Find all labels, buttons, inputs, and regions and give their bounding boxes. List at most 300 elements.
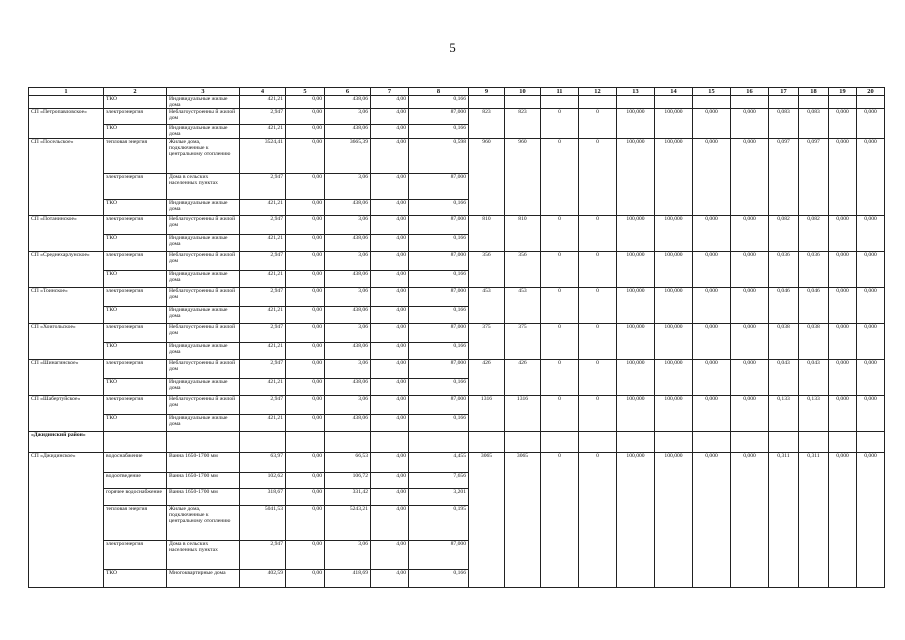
table-cell: 4,00 — [371, 109, 409, 125]
table-row — [29, 96, 885, 109]
table-cell: 0 — [579, 287, 617, 323]
table-cell: 0,000 — [829, 359, 857, 395]
table-cell: 0 — [541, 323, 579, 359]
table-cell — [617, 431, 655, 452]
table-cell: 0,000 — [731, 323, 769, 359]
table-cell: 0,043 — [769, 359, 799, 395]
table-cell: 4,00 — [371, 199, 409, 215]
table-cell: 0,166 — [409, 378, 469, 395]
table-cell: 4,00 — [371, 306, 409, 323]
table-cell — [505, 96, 541, 109]
table-cell: 0,00 — [286, 540, 325, 569]
table-cell: 0,000 — [857, 138, 885, 215]
table-cell: 106,72 — [325, 472, 371, 488]
table-cell: 100,000 — [655, 452, 693, 587]
table-cell: 4,00 — [371, 488, 409, 505]
column-header: 14 — [655, 88, 693, 96]
table-cell — [541, 431, 579, 452]
table-cell: 5243,21 — [325, 505, 371, 540]
table-cell: 0,00 — [286, 138, 325, 173]
table-cell: 87,000 — [409, 251, 469, 270]
table-cell: 0,036 — [769, 251, 799, 287]
table-row — [29, 251, 885, 270]
table-cell: 0,166 — [409, 414, 469, 431]
table-cell: 402,59 — [240, 569, 286, 587]
table-cell: 0,043 — [799, 359, 829, 395]
table-cell: 0,000 — [693, 359, 731, 395]
table-cell: Индивидуальные жилые дома — [167, 234, 240, 251]
table-cell: 4,00 — [371, 234, 409, 251]
table-cell: 960 — [505, 138, 541, 215]
table-cell: 0,166 — [409, 342, 469, 359]
table-cell: 3,06 — [325, 323, 371, 342]
table-cell: 87,000 — [409, 540, 469, 569]
table-cell: 4,00 — [371, 395, 409, 414]
table-cell: Дома в сельских населенных пунктах — [167, 540, 240, 569]
table-cell: 4,00 — [371, 125, 409, 138]
table-cell: Индивидуальные жилые дома — [167, 342, 240, 359]
column-header: 1 — [29, 88, 104, 96]
table-cell: 426 — [505, 359, 541, 395]
table-cell: ТКО — [104, 234, 167, 251]
table-cell — [769, 431, 799, 452]
table-cell: 0,166 — [409, 569, 469, 587]
table-cell: 0,038 — [799, 323, 829, 359]
table-cell: 3,06 — [325, 215, 371, 234]
table-cell: 438,06 — [325, 234, 371, 251]
table-cell: 4,00 — [371, 323, 409, 342]
table-cell: 0,311 — [769, 452, 799, 587]
table-cell: 331,42 — [325, 488, 371, 505]
table-cell: 0,133 — [799, 395, 829, 431]
table-cell: ТКО — [104, 306, 167, 323]
table-cell: 0,00 — [286, 359, 325, 378]
table-cell: 4,455 — [409, 452, 469, 472]
table-cell — [731, 96, 769, 109]
table-cell: 100,000 — [655, 138, 693, 215]
column-header: 18 — [799, 88, 829, 96]
table-cell: 0,036 — [799, 251, 829, 287]
table-cell: 0,00 — [286, 569, 325, 587]
table-cell: 0,00 — [286, 287, 325, 306]
column-header: 9 — [469, 88, 505, 96]
table-cell: 2,947 — [240, 540, 286, 569]
table-cell: 438,06 — [325, 306, 371, 323]
table-row — [29, 109, 885, 125]
table-cell: Дома в сельских населенных пунктах — [167, 173, 240, 199]
table-cell: 421,21 — [240, 342, 286, 359]
table-cell: 3,06 — [325, 395, 371, 414]
table-cell: 438,06 — [325, 378, 371, 395]
table-cell: 0 — [579, 109, 617, 138]
table-cell: СП «Среднехарлунское» — [29, 251, 104, 287]
table-cell: 0,038 — [769, 323, 799, 359]
table-cell: 100,000 — [617, 452, 655, 587]
table-cell: 3,06 — [325, 251, 371, 270]
table-row — [29, 138, 885, 173]
table-cell: 823 — [469, 109, 505, 138]
table-cell: 0,00 — [286, 505, 325, 540]
table-cell: 426 — [469, 359, 505, 395]
table-cell: 66,53 — [325, 452, 371, 472]
table-cell: Индивидуальные жилые дома — [167, 199, 240, 215]
table-cell: 0,166 — [409, 125, 469, 138]
table-cell: 2,947 — [240, 359, 286, 378]
table-cell: 0,00 — [286, 488, 325, 505]
table-cell: электроэнергия — [104, 251, 167, 270]
table-cell: 4,00 — [371, 270, 409, 287]
table-cell: СП «Тоинское» — [29, 287, 104, 323]
table-cell: 100,000 — [655, 323, 693, 359]
table-cell: 421,21 — [240, 306, 286, 323]
table-row — [29, 359, 885, 378]
table-cell: 0 — [579, 215, 617, 251]
column-header: 20 — [857, 88, 885, 96]
table-cell: 356 — [505, 251, 541, 287]
table-cell: 0 — [541, 359, 579, 395]
table-cell: 3,06 — [325, 359, 371, 378]
table-cell: 0,000 — [731, 215, 769, 251]
table-cell: электроэнергия — [104, 287, 167, 306]
table-cell: 3524,41 — [240, 138, 286, 173]
table-cell: 2,947 — [240, 109, 286, 125]
table-cell: 100,000 — [655, 215, 693, 251]
table-cell: 0,082 — [799, 215, 829, 251]
table-cell: 0,00 — [286, 251, 325, 270]
table-row — [29, 215, 885, 234]
column-header: 5 — [286, 88, 325, 96]
table-cell: СП «Посельское» — [29, 138, 104, 215]
table-cell: электроэнергия — [104, 215, 167, 234]
table-cell: 810 — [505, 215, 541, 251]
table-cell: Индивидуальные жилые дома — [167, 306, 240, 323]
table-cell: 418,69 — [325, 569, 371, 587]
table-cell: Жилые дома, подключенные к центральному отоплению — [167, 138, 240, 173]
table-cell — [579, 96, 617, 109]
table-cell: 87,000 — [409, 287, 469, 306]
table-cell: 87,000 — [409, 323, 469, 342]
table-cell: 0,083 — [769, 109, 799, 138]
table-cell: 87,000 — [409, 173, 469, 199]
table-cell: 0,000 — [857, 287, 885, 323]
table-cell: 2,947 — [240, 173, 286, 199]
column-header: 17 — [769, 88, 799, 96]
table-cell — [371, 431, 409, 452]
table-cell: 100,000 — [617, 359, 655, 395]
table-cell: 0,133 — [769, 395, 799, 431]
table-cell: 100,000 — [617, 138, 655, 215]
table-cell: 375 — [469, 323, 505, 359]
table-cell: 100,000 — [617, 109, 655, 138]
table-cell: 1316 — [469, 395, 505, 431]
table-cell: 4,00 — [371, 359, 409, 378]
table-cell: водоснабжение — [104, 452, 167, 472]
table-cell: Ванна 1650-1700 мм — [167, 452, 240, 472]
table-cell: 0 — [541, 287, 579, 323]
table-cell: СП «Шинагинское» — [29, 359, 104, 395]
table-cell: 438,06 — [325, 199, 371, 215]
table-cell: 4,00 — [371, 173, 409, 199]
table-cell: 438,06 — [325, 342, 371, 359]
table-cell: 100,000 — [655, 287, 693, 323]
table-cell: 438,06 — [325, 414, 371, 431]
column-header: 10 — [505, 88, 541, 96]
table-cell: 100,000 — [655, 251, 693, 287]
table-cell: 3,06 — [325, 540, 371, 569]
table-cell — [829, 431, 857, 452]
table-cell: Неблагоустроенны й жилой дом — [167, 323, 240, 342]
table-cell: 100,000 — [655, 109, 693, 138]
table-cell: 0 — [541, 452, 579, 587]
table-cell — [469, 431, 505, 452]
column-header: 12 — [579, 88, 617, 96]
table-cell: электроэнергия — [104, 323, 167, 342]
table-cell: 318,67 — [240, 488, 286, 505]
table-cell: 100,000 — [617, 251, 655, 287]
table-cell: 0,000 — [829, 251, 857, 287]
table-cell: 4,00 — [371, 378, 409, 395]
table-cell: горячее водоснабжение — [104, 488, 167, 505]
table-cell: 421,21 — [240, 234, 286, 251]
table-cell: 0,000 — [693, 109, 731, 138]
table-cell: 0,00 — [286, 125, 325, 138]
column-header: 11 — [541, 88, 579, 96]
table-cell: 375 — [505, 323, 541, 359]
table-cell: водоотведение — [104, 472, 167, 488]
table-cell: 3,201 — [409, 488, 469, 505]
table-cell: 5041,53 — [240, 505, 286, 540]
table-cell: 960 — [469, 138, 505, 215]
table-cell: СП «Шабертуйское» — [29, 395, 104, 431]
table-cell — [469, 96, 505, 109]
table-cell: 0,00 — [286, 109, 325, 125]
table-cell: 421,21 — [240, 199, 286, 215]
table-cell: 810 — [469, 215, 505, 251]
table-cell: 0,00 — [286, 234, 325, 251]
table-cell: ТКО — [104, 378, 167, 395]
table-cell: 0,00 — [286, 472, 325, 488]
table-cell: СП «Джидинское» — [29, 452, 104, 587]
table-row — [29, 452, 885, 472]
table-cell — [104, 431, 167, 452]
table-cell: электроэнергия — [104, 173, 167, 199]
table-cell: 0,000 — [829, 452, 857, 587]
table-cell — [655, 431, 693, 452]
table-cell: 0,000 — [857, 323, 885, 359]
table-cell: 0,000 — [693, 452, 731, 587]
table-cell — [409, 431, 469, 452]
table-cell — [167, 431, 240, 452]
table-cell: Ванна 1650-1700 мм — [167, 472, 240, 488]
table-cell: 0,000 — [731, 138, 769, 215]
table-cell: 0,195 — [409, 505, 469, 540]
table-cell: Неблагоустроенны й жилой дом — [167, 287, 240, 306]
table-cell: 0,00 — [286, 173, 325, 199]
table-cell: Неблагоустроенны й жилой дом — [167, 395, 240, 414]
table-cell: 3,06 — [325, 109, 371, 125]
table-cell: 0,00 — [286, 199, 325, 215]
table-cell — [655, 96, 693, 109]
table-cell: 823 — [505, 109, 541, 138]
table-cell: 0 — [579, 452, 617, 587]
table-cell: электроэнергия — [104, 395, 167, 414]
table-cell: Индивидуальные жилые дома — [167, 96, 240, 109]
table-cell: 100,000 — [617, 395, 655, 431]
table-cell: 4,00 — [371, 251, 409, 270]
table-cell: 2,947 — [240, 287, 286, 306]
table-row — [29, 323, 885, 342]
table-cell: 421,21 — [240, 378, 286, 395]
table-cell: 0,000 — [857, 359, 885, 395]
table-cell: 0,000 — [693, 395, 731, 431]
table-cell: 0,000 — [731, 251, 769, 287]
table-cell: 87,000 — [409, 215, 469, 234]
table-cell: 4,00 — [371, 569, 409, 587]
header-row — [29, 88, 885, 96]
page-number: 5 — [449, 40, 456, 55]
table-cell: ТКО — [104, 125, 167, 138]
table-cell: тепловая энергия — [104, 505, 167, 540]
table-cell: 63,97 — [240, 452, 286, 472]
table-cell: 0 — [579, 359, 617, 395]
table-cell: 4,00 — [371, 414, 409, 431]
table-cell: 3,06 — [325, 173, 371, 199]
table-row — [29, 395, 885, 414]
table-cell: 0,046 — [799, 287, 829, 323]
table-cell: Неблагоустроенны й жилой дом — [167, 109, 240, 125]
table-cell: 0,166 — [409, 306, 469, 323]
table-cell: 0,000 — [857, 395, 885, 431]
table-cell: 100,000 — [617, 215, 655, 251]
table-cell: 0 — [579, 323, 617, 359]
table-cell: 0,000 — [693, 138, 731, 215]
table-cell: 0,000 — [693, 323, 731, 359]
table-cell: 100,000 — [655, 359, 693, 395]
table-cell — [799, 96, 829, 109]
table-cell: 0,311 — [799, 452, 829, 587]
table-cell: электроэнергия — [104, 109, 167, 125]
table-cell: 2,947 — [240, 215, 286, 234]
column-header: 2 — [104, 88, 167, 96]
table-cell: 0,000 — [857, 215, 885, 251]
table-cell: «Джидинский район» — [29, 431, 104, 452]
table-cell — [617, 96, 655, 109]
table-cell: 0 — [579, 138, 617, 215]
table-cell — [505, 431, 541, 452]
table-row — [29, 287, 885, 306]
table-cell — [829, 96, 857, 109]
table-cell — [29, 96, 104, 109]
table-cell: 0 — [541, 138, 579, 215]
table-cell: Индивидуальные жилые дома — [167, 270, 240, 287]
table-cell: 0,000 — [857, 251, 885, 287]
table-cell: 438,06 — [325, 270, 371, 287]
table-cell — [693, 431, 731, 452]
table-cell — [579, 431, 617, 452]
column-header: 4 — [240, 88, 286, 96]
table-cell: ТКО — [104, 96, 167, 109]
table-cell: Жилые дома, подключенные к центральному отоплению — [167, 505, 240, 540]
table-cell: СП «Потанинское» — [29, 215, 104, 251]
table-cell: 0 — [541, 251, 579, 287]
table-cell: 0,000 — [829, 287, 857, 323]
table-cell: 4,00 — [371, 287, 409, 306]
table-cell: 100,000 — [617, 287, 655, 323]
table-cell: Неблагоустроенны й жилой дом — [167, 215, 240, 234]
table-cell: 0,000 — [829, 109, 857, 138]
table-cell: 4,00 — [371, 215, 409, 234]
table-cell: 3065 — [469, 452, 505, 587]
table-cell: 4,00 — [371, 342, 409, 359]
table-cell: Неблагоустроенны й жилой дом — [167, 359, 240, 378]
table-cell: 4,00 — [371, 505, 409, 540]
table-cell: 356 — [469, 251, 505, 287]
table-cell: ТКО — [104, 199, 167, 215]
table-cell: 0,598 — [409, 138, 469, 173]
table-cell: 4,00 — [371, 138, 409, 173]
table-cell: Индивидуальные жилые дома — [167, 378, 240, 395]
table-cell: 421,21 — [240, 270, 286, 287]
table-cell: Неблагоустроенны й жилой дом — [167, 251, 240, 270]
table-cell: 0,00 — [286, 378, 325, 395]
table-cell: 0,000 — [731, 359, 769, 395]
table-cell — [731, 431, 769, 452]
table-cell — [325, 431, 371, 452]
table-cell: 0,097 — [769, 138, 799, 215]
table-cell: 2,947 — [240, 395, 286, 414]
table-cell — [693, 96, 731, 109]
table-cell: ТКО — [104, 342, 167, 359]
table-cell: 2,947 — [240, 251, 286, 270]
table-cell: 0,000 — [693, 215, 731, 251]
table-cell: 421,21 — [240, 414, 286, 431]
table-cell: 0,166 — [409, 234, 469, 251]
table-cell: 0 — [541, 215, 579, 251]
table-cell: 0,00 — [286, 306, 325, 323]
table-cell: 0,000 — [829, 215, 857, 251]
table-cell: 0,00 — [286, 395, 325, 414]
table-cell: 0,000 — [829, 138, 857, 215]
table-cell: 438,06 — [325, 96, 371, 109]
table-cell: 453 — [469, 287, 505, 323]
table-cell: 87,000 — [409, 109, 469, 125]
table-cell: 0,000 — [731, 452, 769, 587]
table-cell — [799, 431, 829, 452]
table-cell: 0,000 — [693, 287, 731, 323]
table-cell — [769, 96, 799, 109]
table-cell: 0,097 — [799, 138, 829, 215]
table-cell: 421,21 — [240, 125, 286, 138]
column-header: 7 — [371, 88, 409, 96]
table-cell: СП «Хоигольское» — [29, 323, 104, 359]
table-cell: 4,00 — [371, 540, 409, 569]
table-cell: 0,000 — [731, 287, 769, 323]
table-cell: 102,62 — [240, 472, 286, 488]
table-cell: 0,000 — [731, 395, 769, 431]
table-cell: 0,00 — [286, 215, 325, 234]
table-cell: тепловая энергия — [104, 138, 167, 173]
table-cell: электроэнергия — [104, 540, 167, 569]
table-cell: 100,000 — [617, 323, 655, 359]
table-cell: 3,06 — [325, 287, 371, 306]
table-cell: Многоквартирные дома — [167, 569, 240, 587]
table-cell: 2,947 — [240, 323, 286, 342]
table-cell: 0,166 — [409, 270, 469, 287]
table-cell: Ванна 1650-1700 мм — [167, 488, 240, 505]
column-header: 19 — [829, 88, 857, 96]
table-cell: 0,00 — [286, 452, 325, 472]
table-cell: 0,083 — [799, 109, 829, 138]
